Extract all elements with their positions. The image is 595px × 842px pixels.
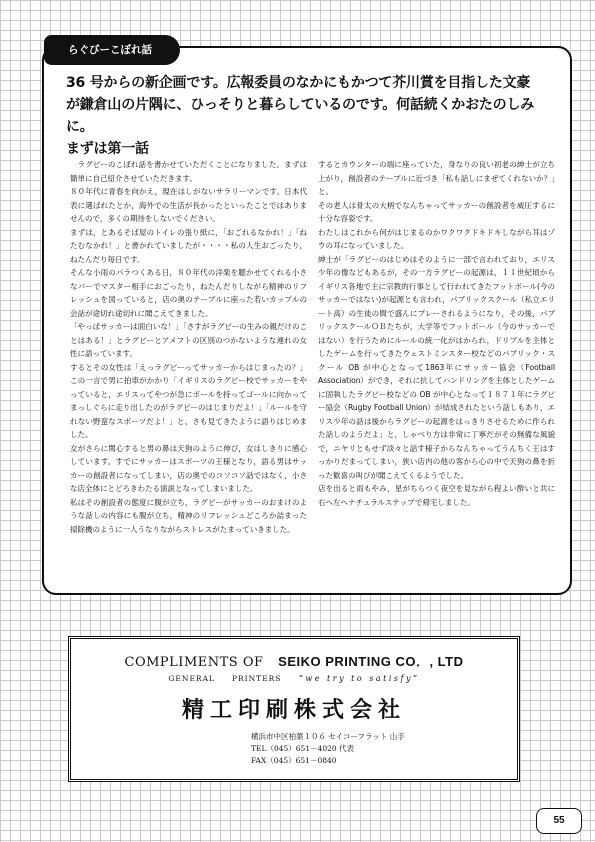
body-paragraph: 女がさらに関心すると男の鼻は天狗のように伸び，女はしきりに感心しています。すでにサッカーはスポーツの王様となり，語る男はサッカーの創設者になってしまい，店の奥でのコソコソ話ではなく，小さな店全体にとどろきわたる演説となってしまいました。 <box>70 443 307 493</box>
ad-address: 横浜市中区柏葉１０６ セイコーフラット 山手 <box>251 732 405 741</box>
body-paragraph: わたしはこれから何がはじまるのかワクワクドキドキしながら耳はゾウの耳になっていました。 <box>318 227 555 250</box>
article-column-left <box>70 158 307 536</box>
ad-tagline <box>71 673 517 684</box>
ad-contact <box>251 731 405 767</box>
intro-line: まずは第一話 <box>66 141 149 157</box>
intro-line: が鎌倉山の片隅に、ひっそりと暮らしているのです。何話続くかおたのしみに。 <box>66 97 535 135</box>
ad-fax: FAX（045）651－0840 <box>251 756 337 765</box>
body-paragraph: まずは，とあるそば屋のトイレの張り紙に，「おごれるなかれ！」「ねたむなかれ！」と書かれていましたが・・・・私の人生おごったり，ねたんだり毎日です。 <box>70 227 307 264</box>
ad-compliments-line <box>71 651 517 670</box>
intro-paragraph <box>66 72 556 160</box>
body-paragraph: そんな小雨のパラつくある日，８０年代の洋楽を聴かせてくれる小さなバーでマスター相手におごったり，ねたんだりしながら精神のリフレッシュを図っていると，店の奥のテーブルに座った若いカップルの会話が途切れ途切れに聞こえてきました。 <box>70 268 307 318</box>
ad-compliments: COMPLIMENTS OF <box>124 655 264 670</box>
ad-general-printers: GENERAL PRINTERS <box>168 674 282 683</box>
body-paragraph: するとその女性は「えっラグビーってサッカーからはじまったの？」この一言で男に拍車がかかり「イギリスのラグビー校でサッカーをやっていると，エリスってやつが急にボールを持ってゴールに向かってまっしぐらに走り出したのがラグビーのはじまりだよ！」「ルールを守れない野蛮なスポーツだよ！」と、さも見てきたように語りはじめました。 <box>70 362 307 439</box>
body-paragraph: その老人は骨太の大柄でなんちゃってサッカーの創設者を威圧するに十分な容姿です。 <box>318 200 555 223</box>
body-paragraph: 「やっぱサッカーは面白いな！」「さすがラグビーの生みの親だけのことはある！」とラグビーとアメフトの区別のつかないような連れの女性に語っています。 <box>70 322 307 358</box>
body-paragraph: 紳士が「ラグビーのはじめはそのように一部で言われており，エリス少年の像などもあるが，その一方ラグビーの起源は，１１世紀頃からイギリス各地で主に宗教的行事として行われてきたフットボール(今のサッカーではない)が起源とも言われ，パブリックスクール（私立エリート高）の生徒の間で盛んにプレーされるようになり，その後，パブリックスクールＯＢたちが，大学等でフットボール（今のサッカーではない）を行うためにルールの統一化がはかられ，ドリブルを主体としたゲームを行ってきたウェストミンスター校などのパブリック・スクール OB が中心となって1863年にサッカー協会（Football Association）ができ，それに抗してハンドリングを主体としたゲームに固執したラグビー校などの OB が中心となって１８７１年にラグビー協会（Rugby Football Union）が結成されたという話しもあり，エリス少年の話は後からラグビーの起源をはっきりさせるために作られた話しのようだよ」と，しゃべり方は非常に丁寧だがその無備な風貌で，ニヤリともせず淡々と話す様子からなんちゃってうんちく王はすっかりだまってしまい，狭い店内の他の客から心の中で天狗の鼻を折った歓喜の叫びが聞こえてくるようでした。 <box>318 254 555 480</box>
body-paragraph: 店を出ると雨もやみ，星がちらつく夜空を見ながら程よい酔いと共に右へ左へナチュラルステップで帰宅しました。 <box>318 484 555 507</box>
body-paragraph: ８０年代に青春を向かえ，現在はしがないサラリーマンです。日本代表に選ばれたとか，海外での生活が長かったといったことではありませんので，多くの期待をしないでください。 <box>70 187 307 223</box>
sponsor-advertisement <box>68 636 520 782</box>
article-column-right <box>318 158 555 509</box>
body-paragraph: 私はその創設者の態度に腹が立ち，ラグビーがサッカーのおまけのような話しの内容にも腹が立ち，精神のリフレッシュどころか詰まった掃除機のように一人うなりながらストレスがたまっていきました。 <box>70 497 307 534</box>
page-number: 55 <box>536 808 582 834</box>
ad-company-en: SEIKO PRINTING CO．, LTD <box>278 654 464 669</box>
body-paragraph: するとカウンターの端に座っていた，身なりの良い初老の紳士が立ち上がり，創設者のテーブルに近づき「私も話しにまぜてくれないか？」と。 <box>318 160 555 196</box>
ad-motto: “we try to satisfy” <box>298 674 420 683</box>
ad-company-jp: 精工印刷株式会社 <box>181 698 406 723</box>
ad-tel: TEL（045）651－4020 代表 <box>251 744 355 753</box>
section-tab: らぐびーこぼれ話 <box>44 35 180 65</box>
body-paragraph: ラグビーのこぼれ話を書かせていただくことになりました。まずは簡単に自己紹介させていただきます。 <box>70 160 307 183</box>
intro-line: 36 号からの新企画です。広報委員のなかにもかつて芥川賞を目指した文豪 <box>66 75 531 91</box>
